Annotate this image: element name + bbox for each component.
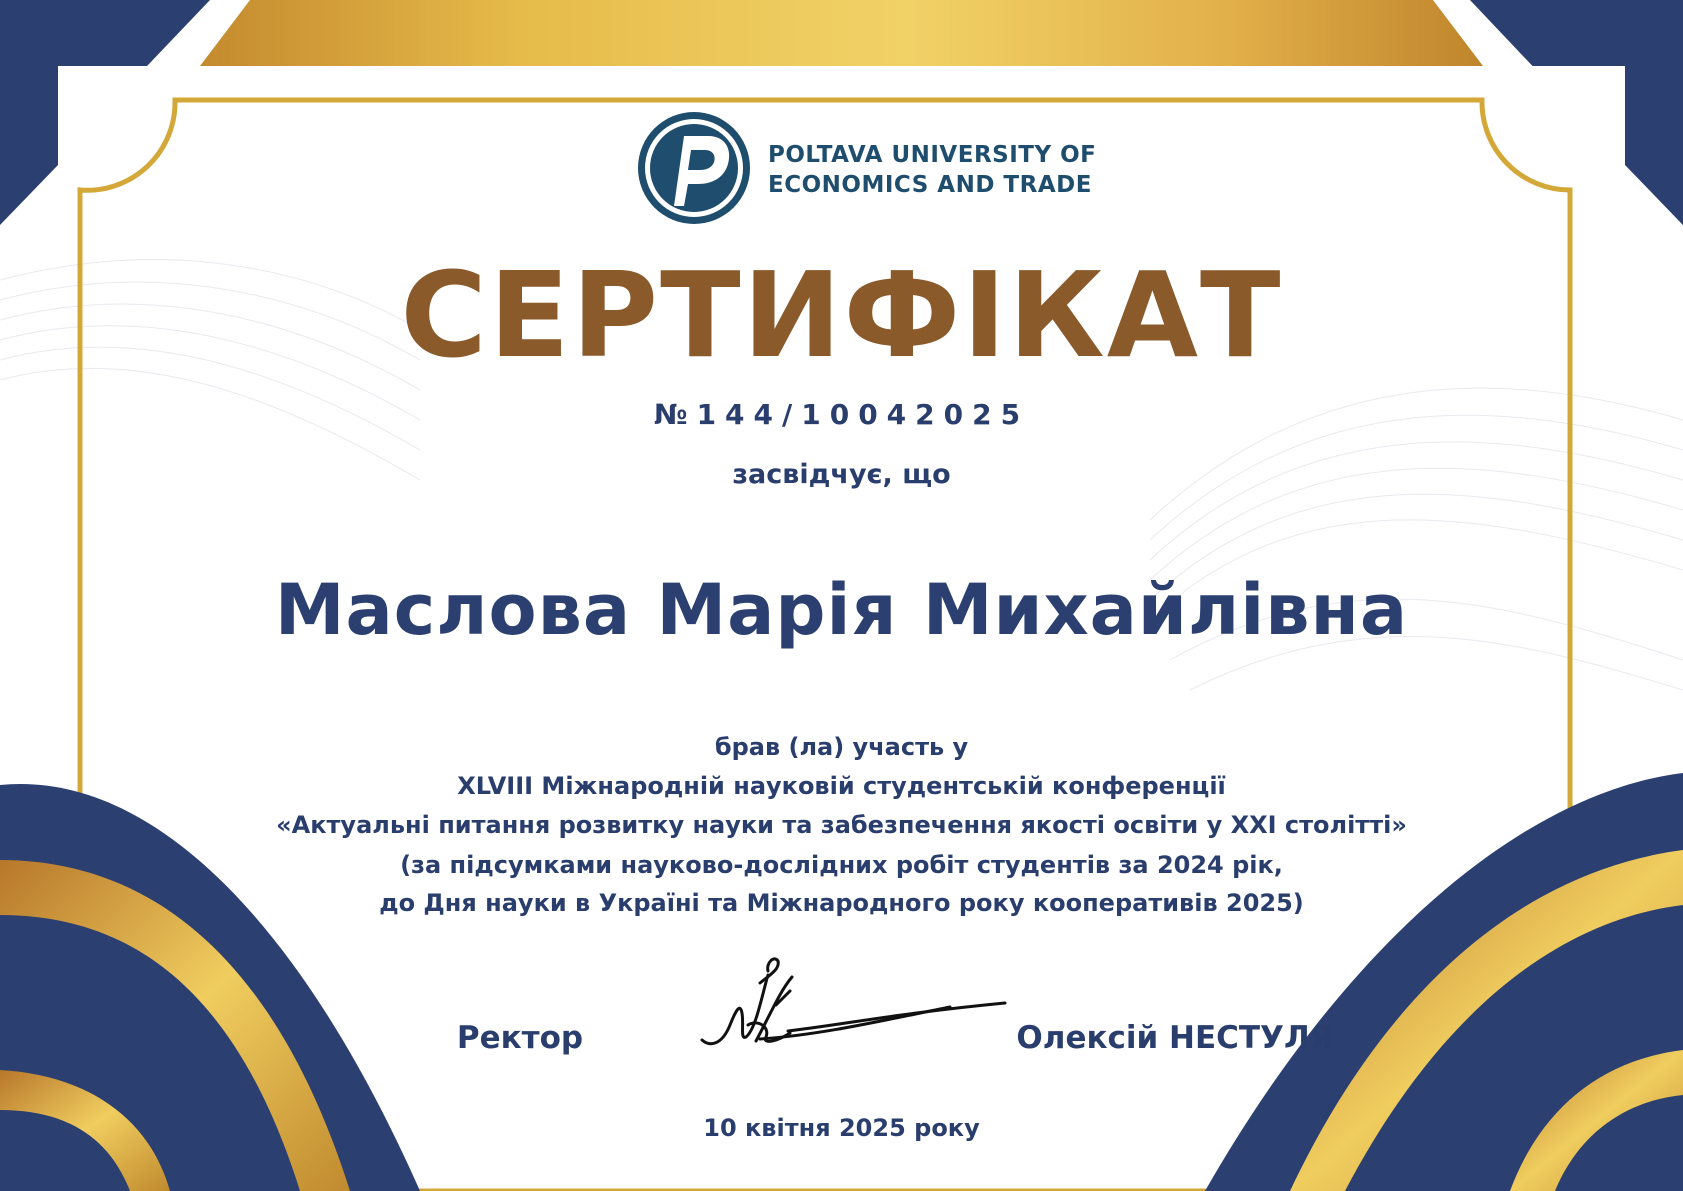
certificate-title: СЕРТИФІКАТ [400,246,1283,384]
poltava-university-logo-icon [636,110,752,226]
university-name-line2: ECONOMICS AND TRADE [768,172,1092,198]
issue-date: 10 квітня 2025 року [703,1114,980,1142]
certificate-number: №144/10042025 [653,398,1030,431]
body-line: «Актуальні питання розвитку науки та забезпечення якості освіти у XXI столітті» [276,811,1407,839]
university-logo [636,110,1116,226]
signatory-name: Олексій НЕСТУЛЯ [1016,1020,1334,1056]
recipient-name: Маслова Марія Михайлівна [274,569,1409,651]
signatory-role: Ректор [456,1020,584,1056]
university-name [768,140,1128,200]
rector-signature [700,955,1010,1055]
top-gold-band [200,0,1483,66]
certifies-text: засвідчує, що [732,459,951,490]
body-line: XLVIII Міжнародній науковій студентській конференції [457,772,1226,800]
body-line: (за підсумками науково-дослідних робіт студентів за 2024 рік, [400,851,1283,879]
body-line: брав (ла) участь у [714,733,969,761]
body-line: до Дня науки в Україні та Міжнародного року кооперативів 2025) [379,889,1304,917]
university-name-line1: POLTAVA UNIVERSITY OF [768,142,1097,168]
